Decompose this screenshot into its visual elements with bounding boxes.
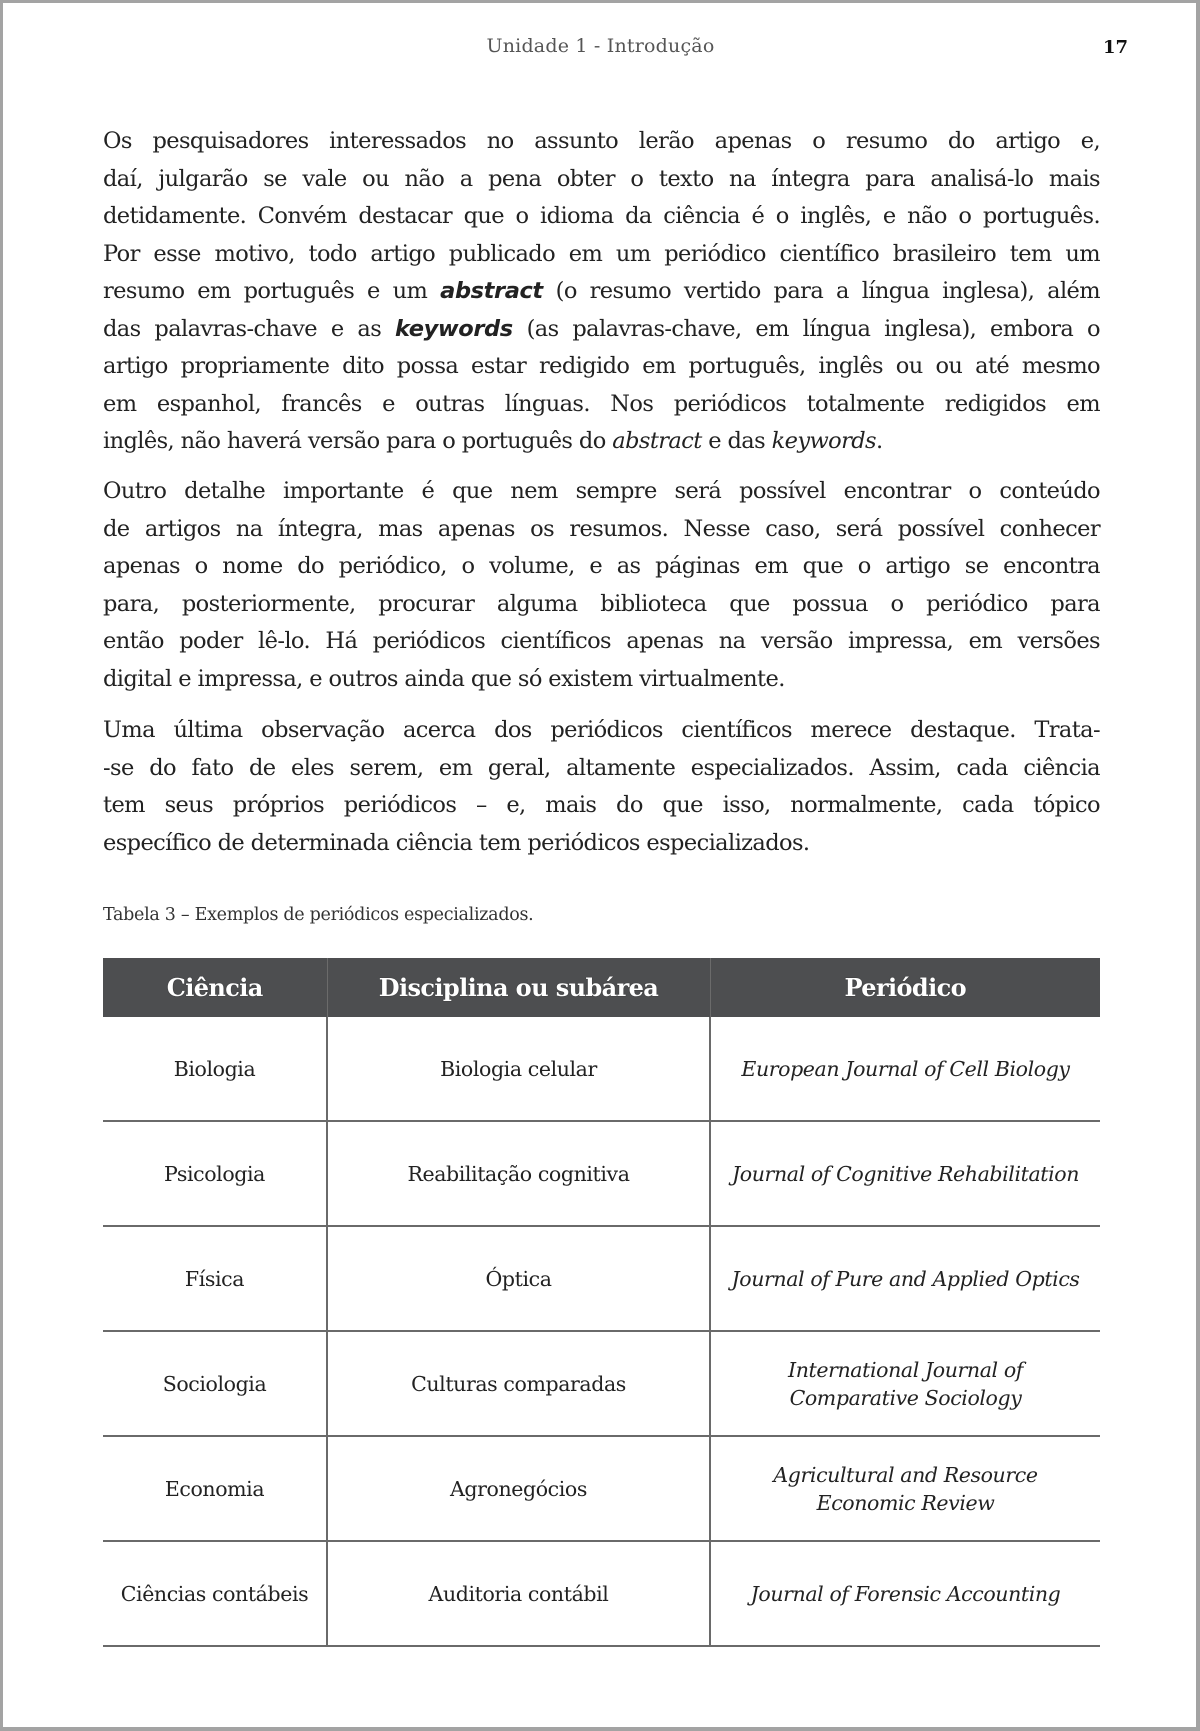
cell-disciplina: Auditoria contábil [327, 1541, 710, 1646]
table-header-row [103, 958, 1100, 1017]
text-line: Uma última observação acerca dos periódicos científicos merece destaque. Trata- [103, 717, 1100, 743]
text-line: Os pesquisadores interessados no assunto lerão apenas o resumo do artigo e, [103, 128, 1100, 154]
column-header-disciplina: Disciplina ou subárea [327, 958, 710, 1017]
cell-ciencia: Sociologia [103, 1331, 327, 1436]
text-line: então poder lê-lo. Há periódicos científicos apenas na versão impressa, em versões [103, 628, 1100, 654]
running-header-title: Unidade 1 - Introdução [486, 35, 715, 57]
cell-disciplina: Reabilitação cognitiva [327, 1121, 710, 1226]
table-row [103, 1541, 1100, 1646]
text-line: resumo em português e um abstract (o resumo vertido para a língua inglesa), além [103, 278, 1100, 304]
table-row [103, 1331, 1100, 1436]
column-header-ciencia: Ciência [103, 958, 327, 1017]
cell-periodico: Journal of Cognitive Rehabilitation [710, 1121, 1100, 1226]
text-line: de artigos na íntegra, mas apenas os resumos. Nesse caso, será possível conhecer [103, 515, 1100, 542]
text-line: apenas o nome do periódico, o volume, e as páginas em que o artigo se encontra [103, 553, 1100, 579]
text-line: detidamente. Convém destacar que o idioma da ciência é o inglês, e não o português. [103, 203, 1100, 229]
cell-ciencia: Ciências contábeis [103, 1541, 327, 1646]
term-keywords-italic: keywords [771, 428, 876, 454]
text-line: específico de determinada ciência tem periódicos especializados. [103, 829, 810, 856]
text-line: inglês, não haverá versão para o português do abstract e das keywords. [103, 428, 883, 454]
table-row [103, 1121, 1100, 1226]
text-line: -se do fato de eles serem, em geral, altamente especializados. Assim, cada ciência [103, 754, 1100, 781]
term-abstract: abstract [440, 278, 543, 304]
paragraph-3 [103, 712, 1100, 862]
cell-ciencia: Psicologia [103, 1121, 327, 1226]
cell-ciencia: Física [103, 1226, 327, 1331]
text-line: em espanhol, francês e outras línguas. Nos periódicos totalmente redigidos em [103, 390, 1100, 417]
cell-periodico: Agricultural and Resource Economic Review [710, 1436, 1100, 1541]
paragraph-1 [103, 123, 1100, 461]
table-row [103, 1017, 1100, 1121]
page-number: 17 [1102, 37, 1128, 58]
cell-disciplina: Óptica [327, 1226, 710, 1331]
text-line: Por esse motivo, todo artigo publicado em um periódico científico brasileiro tem um [103, 240, 1100, 267]
text-line: tem seus próprios periódicos – e, mais do que isso, normalmente, cada tópico [103, 792, 1100, 818]
column-header-periodico: Periódico [710, 958, 1100, 1017]
text-line: para, posteriormente, procurar alguma biblioteca que possua o periódico para [103, 590, 1100, 617]
cell-periodico: European Journal of Cell Biology [710, 1017, 1100, 1121]
journals-table [103, 958, 1100, 1647]
text-line: daí, julgarão se vale ou não a pena obter o texto na íntegra para analisá-lo mais [103, 165, 1100, 192]
table-caption: Tabela 3 – Exemplos de periódicos especializados. [103, 905, 534, 925]
cell-ciencia: Biologia [103, 1017, 327, 1121]
cell-periodico: Journal of Pure and Applied Optics [710, 1226, 1100, 1331]
cell-disciplina: Culturas comparadas [327, 1331, 710, 1436]
text-line: das palavras-chave e as keywords (as palavras-chave, em língua inglesa), embora o [103, 315, 1100, 342]
cell-ciencia: Economia [103, 1436, 327, 1541]
text-line: digital e impressa, e outros ainda que só existem virtualmente. [103, 665, 785, 692]
table-row [103, 1436, 1100, 1541]
paragraph-2 [103, 473, 1100, 698]
text-line: artigo propriamente dito possa estar redigido em português, inglês ou ou até mesmo [103, 353, 1100, 379]
cell-disciplina: Biologia celular [327, 1017, 710, 1121]
term-keywords: keywords [395, 315, 513, 342]
cell-periodico: International Journal of Comparative Sociology [710, 1331, 1100, 1436]
cell-periodico: Journal of Forensic Accounting [710, 1541, 1100, 1646]
cell-disciplina: Agronegócios [327, 1436, 710, 1541]
text-line: Outro detalhe importante é que nem sempre será possível encontrar o conteúdo [103, 478, 1100, 504]
term-abstract-italic: abstract [612, 428, 702, 454]
table-row [103, 1226, 1100, 1331]
